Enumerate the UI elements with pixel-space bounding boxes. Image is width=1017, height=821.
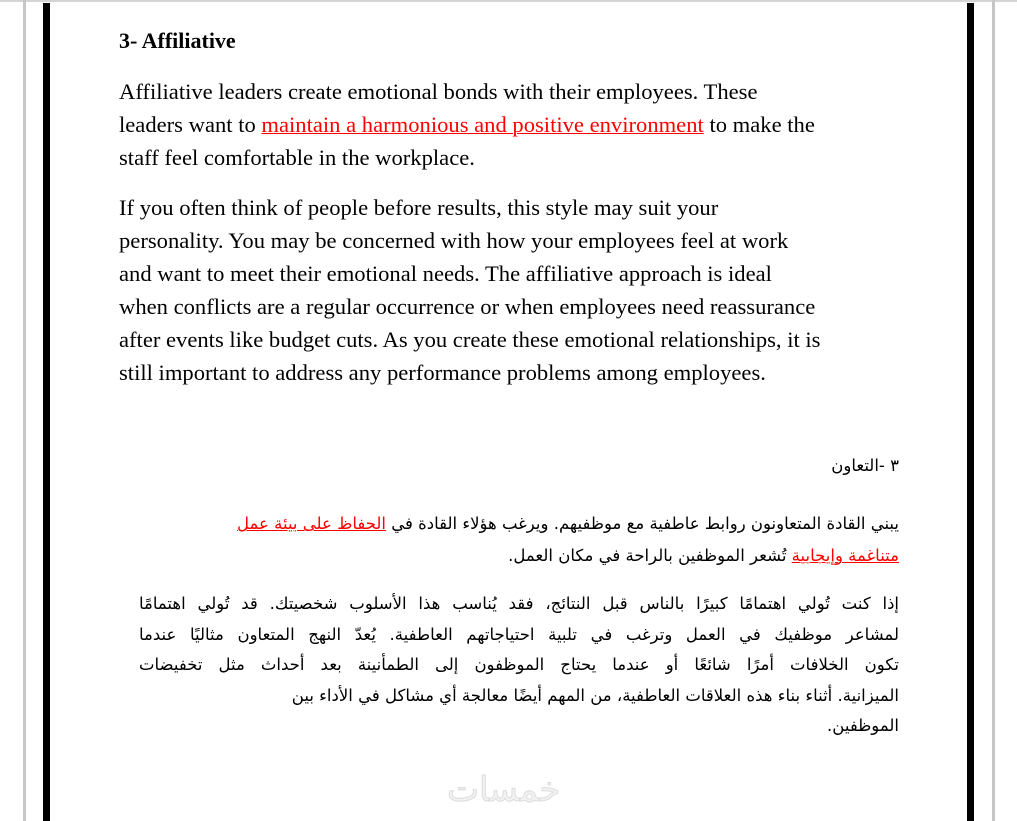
arabic-paragraph-2 — [139, 589, 899, 742]
window-top-edge — [0, 0, 1017, 2]
paragraph-line: إذا كنت تُولي اهتمامًا كبيرًا بالناس قبل النتائج، فقد يُناسب هذا الأسلوب شخصيتك. قد تُولي اهتمامًا — [139, 594, 899, 613]
paragraph-line: If you often think of people before results, this style may suit your — [119, 195, 719, 220]
english-section-heading: 3- Affiliative — [119, 28, 236, 53]
arabic-paragraph-1 — [237, 508, 899, 572]
line-text: يبني القادة المتعاونون روابط عاطفية مع موظفيهم. ويرغب هؤلاء القادة في — [385, 514, 899, 533]
paragraph-line: after events like budget cuts. As you create these emotional relationships, it is — [119, 327, 821, 352]
line-text: to make the — [703, 112, 815, 137]
hyperlink-arabic-work-environment[interactable]: الحفاظ على بيئة عمل — [237, 514, 386, 533]
paragraph-line: الميزانية. أثناء بناء هذه العلاقات العاطفية، من المهم أيضًا معالجة أي مشاكل في الأداء بين — [291, 685, 899, 705]
paragraph-line: still important to address any performance problems among employees. — [119, 360, 766, 385]
english-paragraph-1 — [119, 75, 909, 174]
paragraph-line — [237, 508, 899, 540]
khamsat-watermark-icon: خمسات — [447, 770, 561, 810]
paragraph-line: الموظفين. — [827, 716, 899, 735]
hyperlink-arabic-harmonious-positive[interactable]: متناغمة وإيجابية — [791, 546, 899, 565]
line-text: leaders want to — [119, 112, 262, 137]
paragraph-line — [119, 108, 909, 141]
page-gutter-right — [992, 0, 995, 821]
page-border-left — [43, 3, 50, 821]
paragraph-line: staff feel comfortable in the workplace. — [119, 145, 475, 170]
hyperlink-harmonious-environment[interactable]: maintain a harmonious and positive environment — [261, 112, 704, 137]
paragraph-line — [237, 540, 899, 572]
paragraph-line: personality. You may be concerned with how your employees feel at work — [119, 228, 789, 253]
paragraph-line: لمشاعر موظفيك في العمل وترغب في تلبية احتياجاتهم العاطفية. يُعدّ النهج المتعاون مثاليًا عندما — [139, 624, 899, 644]
english-paragraph-2 — [119, 191, 909, 389]
page-gutter-left — [23, 0, 26, 821]
arabic-section-heading: ٣ -التعاون — [831, 456, 899, 475]
paragraph-line: when conflicts are a regular occurrence or when employees need reassurance — [119, 294, 816, 319]
page-border-right — [967, 3, 974, 821]
paragraph-line: Affiliative leaders create emotional bonds with their employees. These — [119, 79, 758, 104]
paragraph-line: and want to meet their emotional needs. The affiliative approach is ideal — [119, 261, 772, 286]
line-text: تُشعر الموظفين بالراحة في مكان العمل. — [508, 546, 792, 565]
paragraph-line: تكون الخلافات أمرًا شائعًا أو عندما يحتاج الموظفون إلى الطمأنينة بعد أحداث مثل تخفيضات — [139, 655, 899, 674]
